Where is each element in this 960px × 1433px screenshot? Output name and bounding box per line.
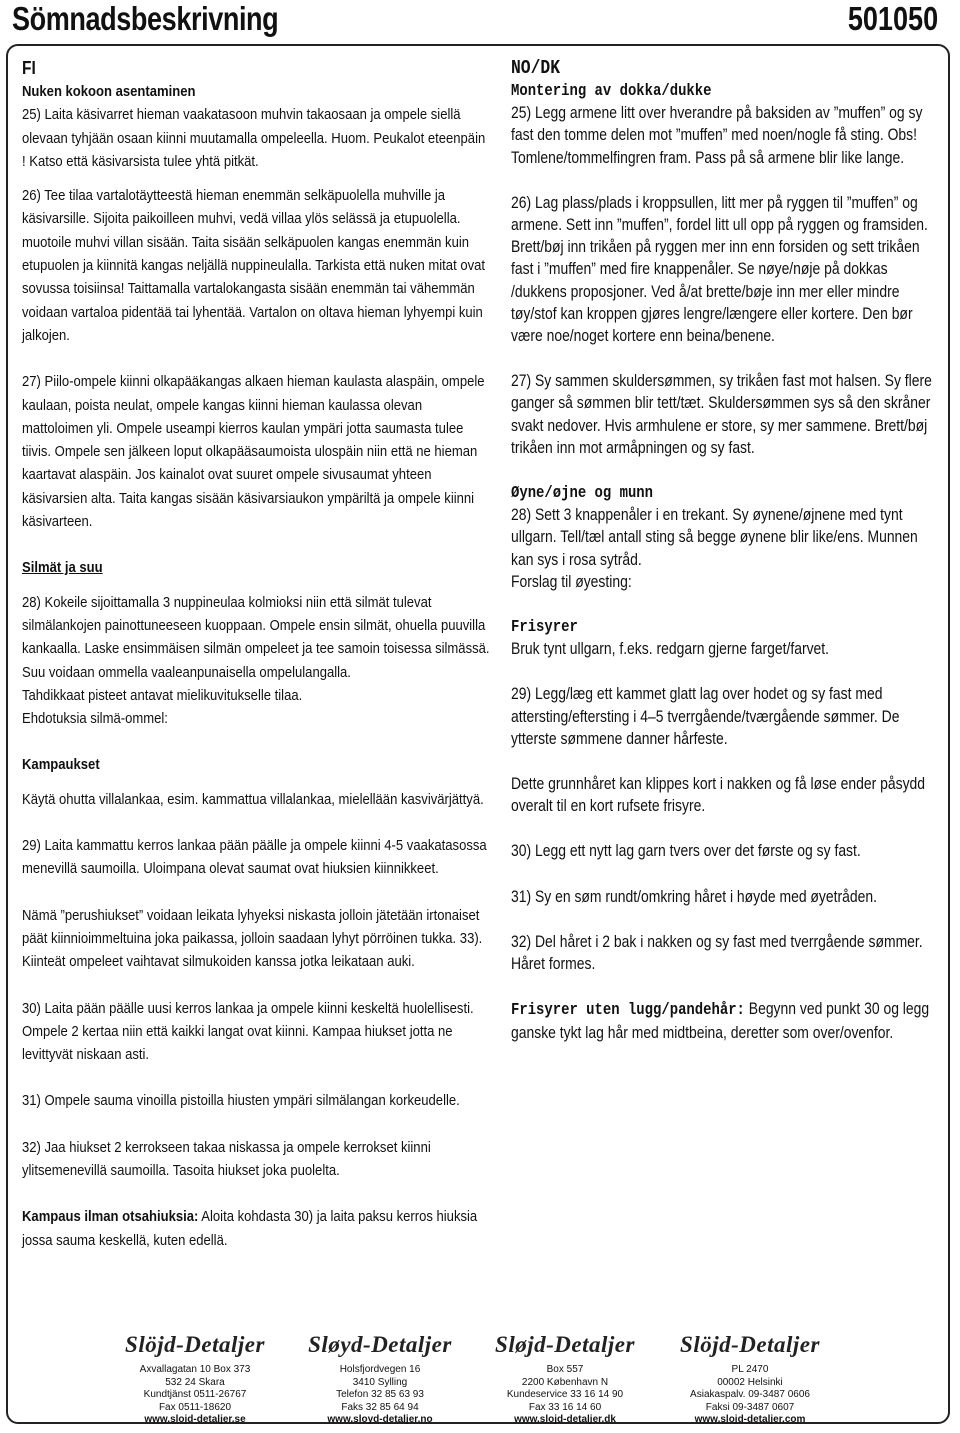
hair-heading-no: Frisyrer	[511, 618, 578, 637]
no-fringe-text-fi: Aloita kohdasta 30) ja laita paksu kerros hiuksia jossa sauma keskellä, kuten edellä.	[22, 1208, 478, 1249]
step-28-suggest-no: Forslag til øyesting:	[511, 572, 632, 591]
brand-logo-fi: Slöjd-Detaljer	[680, 1332, 820, 1357]
store-address-line: Faks 32 85 64 94	[341, 1401, 419, 1413]
step-32-no: 32) Del håret i 2 bak i nakken og sy fast med tverrgående sømmer. Håret formes.	[511, 932, 923, 974]
step-29-note-no: Dette grunnhåret kan klippes kort i nakken og få løse ender påsydd overalt til en kort rufsete frisyre.	[511, 775, 926, 816]
store-sweden	[95, 1330, 295, 1427]
store-address-line: 2200 København N	[521, 1376, 609, 1388]
finnish-column	[22, 56, 492, 1252]
store-website-link[interactable]: www.slojd-detaljer.com	[694, 1414, 806, 1425]
store-address-line: 3410 Sylling	[352, 1376, 408, 1388]
step-26-fi: 26) Tee tilaa vartalotäytteestä hieman enemmän selkäpuolella muhville ja käsivarsille. Sijoita paikoilleen muhvi, vedä villaa ylös selässä ja etupuolella. muotoile muhvi villan sisään. Taita sisään selkäpuolen kangas enemmän kuin etupuolen ja kiinnitä kangas neljällä nuppineulalla. Tarkista että nuken mitat ovat sovussa toisiinsa! Taittamalla vartalokangasta sisään enemmän tai vähemmän voidaan vartaloa pidentää tai lyhentää. Vartalon on oltava hieman lyhyempi kuin jalkojen.	[22, 187, 486, 344]
assembly-heading-no: Montering av dokka/dukke	[511, 82, 712, 100]
store-address-line: 532 24 Skara	[165, 1376, 225, 1388]
store-finland	[650, 1330, 850, 1427]
brand-logo-no: Sløyd-Detaljer	[308, 1332, 452, 1357]
store-address-line: Faksi 09-3487 0607	[705, 1401, 795, 1413]
store-address-line: Box 557	[546, 1364, 584, 1375]
store-denmark	[465, 1330, 665, 1427]
step-29-fi: 29) Laita kammattu kerros lankaa pään päälle ja ompele kiinni 4-5 vaakatasossa menevillä saumoilla. Uloimpana olevat saumat ovat hiuksien kiinnikkeet.	[22, 837, 487, 878]
store-address-line: Fax 0511-18620	[158, 1401, 232, 1413]
language-heading-no: NO/DK	[511, 57, 561, 79]
store-website-link[interactable]: www.sloyd-detaljer.no	[327, 1414, 433, 1425]
store-address-line: Holsfjordvegen 16	[339, 1364, 421, 1375]
step-25-fi: 25) Laita käsivarret hieman vaakatasoon muhvin takaosaan ja ompele siellä olevaan tyhjään osaan kiinni muutamalla ompeleella. Huom. Peukalot eteenpäin ! Katso että käsivarsista tulee yhtä pitkät.	[22, 106, 486, 170]
store-address-line: Kundtjänst 0511-26767	[143, 1389, 247, 1400]
page-title: Sömnadsbeskrivning	[12, 0, 279, 37]
step-28-suggest-fi: Ehdotuksia silmä-ommel:	[22, 710, 168, 728]
assembly-heading-fi: Nuken kokoon asentaminen	[22, 83, 196, 100]
step-26-no: 26) Lag plass/plads i kroppsullen, litt mer på ryggen til ”muffen” og armene. Sett inn ”muffen”, fordel litt ull opp på ryggen og framsiden. Brett/bøj inn trikåen på ryggen mer inn enn forsiden og sett trikåen fast i ”muffen” med fire knappenåler. Se nøye/nøje på dokkas /dukkens proposjoner. Ved å/at brette/bøje inn mer eller mindre tøy/stof kan kroppen gjøres lengre/længere eller kortere. Den bør være noe/noget kortere enn beina/benene.	[511, 193, 928, 346]
store-address-line: 00002 Helsinki	[717, 1376, 783, 1388]
no-fringe-label-no: Frisyrer uten lugg/pandehår:	[511, 1001, 745, 1020]
step-28-fi: 28) Kokeile sijoittamalla 3 nuppineulaa kolmioksi niin että silmät tulevat silmälankojen painottuneeseen kuoppaan. Ompele ensin silmät, ohuella puuvilla kankaalla. Laske ensimmäisen silmän ompeleet ja tee samoin toisessa silmässä. Suu voidaan ommella vaaleanpunaisella ompelulangalla.	[22, 593, 490, 681]
brand-logo-dk: Sløjd-Detaljer	[495, 1332, 635, 1357]
eyes-heading-no: Øyne/øjne og munn	[511, 484, 654, 503]
step-27-no: 27) Sy sammen skuldersømmen, sy trikåen fast mot halsen. Sy flere ganger så sømmen blir tett/tæt. Skuldersømmen sys så den skråner svakt nedover. Hvis armhulene er store, sy mer sammene. Brett/bøj trikåen inn mot armåpningen og sy fast.	[511, 372, 932, 457]
step-28-note-fi: Tahdikkaat pisteet antavat mielikuvitukselle tilaa.	[22, 686, 303, 704]
hair-heading-fi: Kampaukset	[22, 756, 100, 774]
step-25-no: 25) Legg armene litt over hverandre på baksiden av ”muffen” og sy fast den tomme delen mot ”muffen” med noen/nogle få sting. Obs! Tomlene/tommelfingren fram. Pass på så armene blir like lange.	[511, 104, 923, 167]
eyes-heading-fi: Silmät ja suu	[22, 559, 103, 577]
store-address-line: Kundeservice 33 16 14 90	[506, 1389, 624, 1400]
step-29-no: 29) Legg/læg ett kammet glatt lag over hodet og sy fast med attersting/eftersting i 4–5 tverrgående/tværgående sømmer. De ytterste sømmene danner hårfeste.	[511, 685, 900, 748]
store-website-link[interactable]: www.slojd-detaljer.se	[144, 1414, 246, 1425]
hair-text-no: Bruk tynt ullgarn, f.eks. redgarn gjerne farget/farvet.	[511, 640, 830, 659]
step-29-note-fi: Nämä ”perushiukset” voidaan leikata lyhyeksi niskasta jolloin jätetään irtonaiset päät kiinnioimmeltuina joka paikassa, jolloin saadaan lyhyt pörröinen tukka. 33). Kiinteät ompeleet vaihtavat silmukoiden kanssa jotka leikataan auki.	[22, 906, 483, 971]
store-norway	[280, 1330, 480, 1427]
step-32-fi: 32) Jaa hiukset 2 kerrokseen takaa niskassa ja ompele kerrokset kiinni ylitsemenevillä saumoilla. Tasoita hiukset joka puolelta.	[22, 1138, 431, 1179]
step-31-no: 31) Sy en søm rundt/omkring håret i høyde med øyetråden.	[511, 887, 877, 906]
step-31-fi: 31) Ompele sauma vinoilla pistoilla hiusten ympäri silmälangan korkeudelle.	[22, 1092, 460, 1110]
step-30-no: 30) Legg ett nytt lag garn tvers over det første og sy fast.	[511, 842, 861, 861]
store-address-line: Fax 33 16 14 60	[528, 1401, 602, 1413]
language-heading-fi: FI	[22, 58, 36, 78]
store-address-line: Axvallagatan 10 Box 373	[139, 1364, 251, 1375]
store-address-line: Telefon 32 85 63 93	[336, 1389, 424, 1400]
no-fringe-text-no: Begynn ved punkt 30 og legg ganske tykt lag hår med midtbeina, deretter som over/ovenfor.	[511, 1000, 930, 1042]
norwegian-danish-column	[511, 56, 941, 1044]
article-number: 501050	[847, 0, 938, 37]
page-header	[0, 0, 960, 44]
no-fringe-no	[511, 998, 940, 1043]
step-30-fi: 30) Laita pään päälle uusi kerros lankaa ja ompele kiinni keskeltä huolellisesti. Ompele 2 kertaa niin että kaikki langat ovat kiinni. Kampaa hiukset jotta ne levittyvät niskaan asti.	[22, 999, 474, 1064]
step-28-no: 28) Sett 3 knappenåler i en trekant. Sy øynene/øjnene med tynt ullgarn. Tell/tæl antall sting så begge øynene blir like/ens. Munnen kan sys i rosa sytråd.	[511, 506, 918, 569]
step-27-fi: 27) Piilo-ompele kiinni olkapääkangas alkaen hieman kaulasta alaspäin, ompele kaulaan, poista neulat, ompele kangas kiinni hieman kaulassa olevan mattoloimen yli. Ompele useampi kierros kaulan ympäri jotta saumasta tulee tiivis. Ompele sen jälkeen loput olkapääsaumoista ulospäin niin että ne hieman kaartavat alaspäin. Jos kainalot ovat suuret ompele sivusaumat yhteen käsivarsien alta. Taita kangas sisään käsivarsiaukon ympäriltä ja ompele kiinni käsivarteen.	[22, 373, 485, 531]
store-address-line: Asiakaspalv. 09-3487 0606	[690, 1389, 810, 1400]
store-address-line: PL 2470	[731, 1364, 769, 1375]
store-website-link[interactable]: www.slojd-detaljer.dk	[514, 1414, 616, 1425]
store-footer	[0, 1330, 960, 1430]
hair-text-fi: Käytä ohutta villalankaa, esim. kammattua villalankaa, mielellään kasvivärjättyä.	[22, 790, 484, 808]
no-fringe-label-fi: Kampaus ilman otsahiuksia:	[22, 1208, 199, 1226]
no-fringe-fi	[22, 1205, 491, 1252]
brand-logo-se: Slöjd-Detaljer	[125, 1332, 265, 1357]
